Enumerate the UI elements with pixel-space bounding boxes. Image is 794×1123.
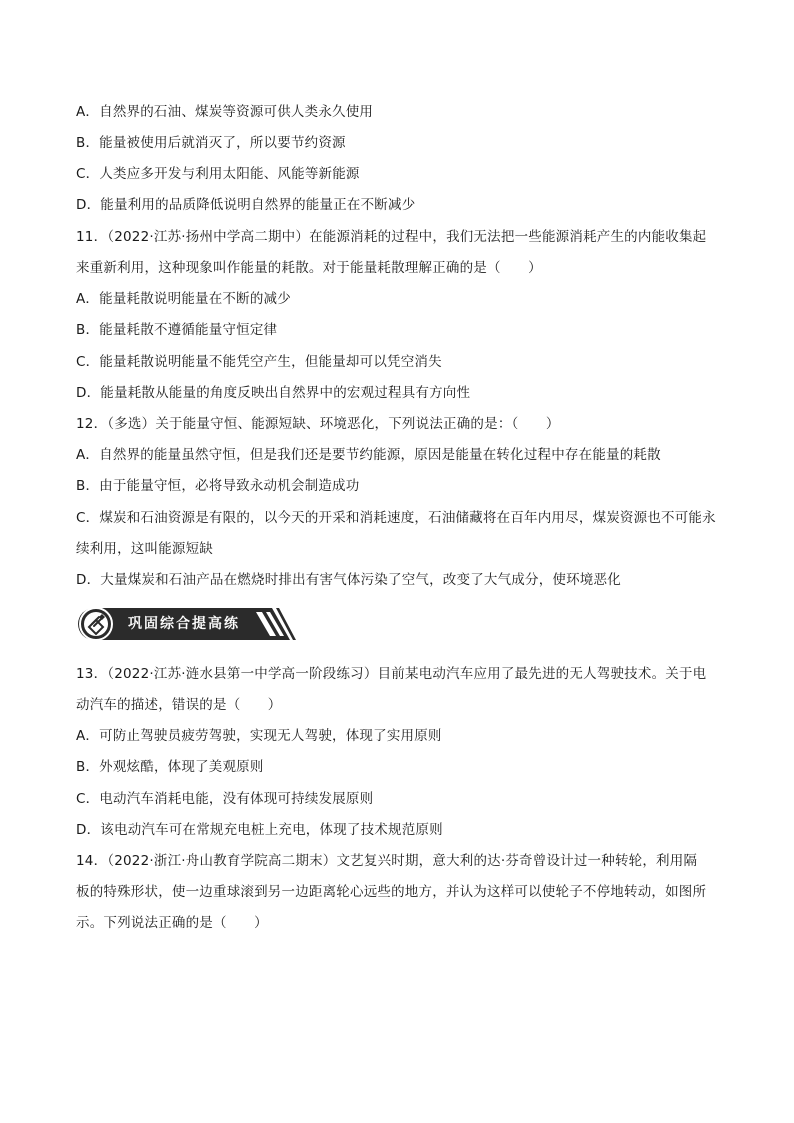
q11-option-b: B．能量耗散不遵循能量守恒定律 — [76, 322, 278, 338]
q10-option-a: A．自然界的石油、煤炭等资源可供人类永久使用 — [76, 104, 374, 120]
q10-option-b: B．能量被使用后就消灭了，所以要节约资源 — [76, 135, 346, 151]
q12-option-b: B．由于能量守恒，必将导致永动机会制造成功 — [76, 478, 360, 494]
q12-option-a: A．自然界的能量虽然守恒，但是我们还是要节约能源，原因是能量在转化过程中存在能量的耗散 — [76, 447, 661, 463]
book-pen-icon — [84, 612, 108, 636]
q14-stem-line-3: 示。下列说法正确的是（ ） — [76, 915, 268, 931]
q13-option-c: C．电动汽车消耗电能，没有体现可持续发展原则 — [76, 791, 374, 807]
q11-option-c: C．能量耗散说明能量不能凭空产生，但能量却可以凭空消失 — [76, 354, 442, 370]
q12-stem: 12．（多选）关于能量守恒、能源短缺、环境恶化，下列说法正确的是：（ ） — [76, 416, 560, 432]
q14-stem-line-1: 14．（2022·浙江·舟山教育学院高二期末）文艺复兴时期，意大利的达·芬奇曾设计过一种转轮，利用隔 — [76, 853, 698, 869]
q13-option-d: D．该电动汽车可在常规充电桩上充电，体现了技术规范原则 — [76, 822, 443, 838]
section-banner — [76, 606, 296, 642]
section-title: 巩固综合提高练 — [128, 616, 240, 632]
q11-stem-line-1: 11．（2022·江苏·扬州中学高二期中）在能源消耗的过程中，我们无法把一些能源消耗产生的内能收集起 — [76, 229, 707, 245]
q13-option-b: B．外观炫酷，体现了美观原则 — [76, 759, 264, 775]
q11-option-a: A．能量耗散说明能量在不断的减少 — [76, 291, 291, 307]
q14-stem-line-2: 板的特殊形状，使一边重球滚到另一边距离轮心远些的地方，并认为这样可以使轮子不停地转动，如图所 — [76, 884, 707, 900]
q10-option-d: D．能量利用的品质降低说明自然界的能量正在不断减少 — [76, 197, 416, 213]
q11-option-d: D．能量耗散从能量的角度反映出自然界中的宏观过程具有方向性 — [76, 385, 471, 401]
q10-option-c: C．人类应多开发与利用太阳能、风能等新能源 — [76, 166, 360, 182]
q12-option-c-line-1: C．煤炭和石油资源是有限的，以今天的开采和消耗速度，石油储藏将在百年内用尽，煤炭资源也不可能永 — [76, 510, 716, 526]
q11-stem-line-2: 来重新利用，这种现象叫作能量的耗散。对于能量耗散理解正确的是（ ） — [76, 260, 542, 276]
q13-option-a: A．可防止驾驶员疲劳驾驶，实现无人驾驶，体现了实用原则 — [76, 728, 442, 744]
q12-option-c-line-2: 续利用，这叫能源短缺 — [76, 541, 213, 557]
q12-option-d: D．大量煤炭和石油产品在燃烧时排出有害气体污染了空气，改变了大气成分，使环境恶化 — [76, 572, 621, 588]
q13-stem-line-1: 13．（2022·江苏·涟水县第一中学高一阶段练习）目前某电动汽车应用了最先进的无人驾驶技术。关于电 — [76, 666, 707, 682]
q13-stem-line-2: 动汽车的描述，错误的是（ ） — [76, 697, 282, 713]
